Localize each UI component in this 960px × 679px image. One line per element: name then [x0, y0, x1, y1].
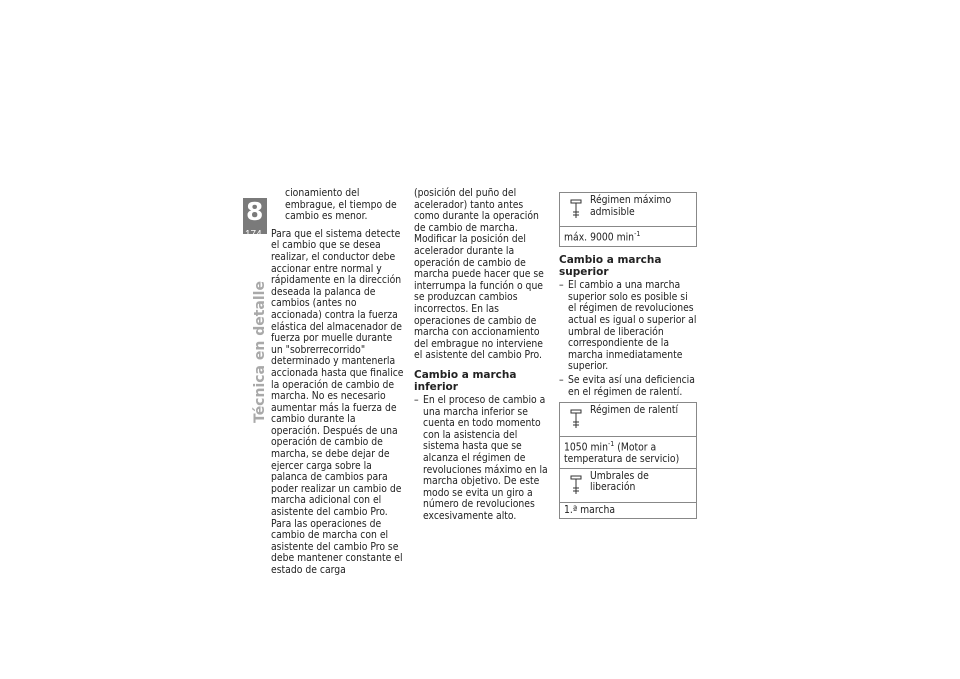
spec-box	[559, 469, 697, 520]
list-item: – El cambio a una marcha superior solo es posible si el régimen de revoluciones actual es igual o superior al umbral de liberación correspondiente de la marcha inmediatamente superior.	[559, 280, 697, 373]
column-1	[271, 188, 405, 583]
unit-exponent: -1	[607, 440, 615, 449]
spec-value: 1050 min	[564, 441, 608, 454]
paragraph: Para que el sistema detecte el cambio que se desea realizar, el conductor debe accionar entre normal y rápidamente en la dirección deseada la palanca de cambios (antes no accionada) contra la fuerza elástica del almacenador de fuerza por muelle durante un "sobrerrecorrido" determinado y mantenerla accionada hasta que finalice la operación de cambio de marcha. No es necesario aumentar más la fuerza de cambio durante la operación. Después de una operación de cambio de marcha, se debe dejar de ejercer carga sobre la palanca de cambios para poder realizar un cambio de marcha adicional con el asistente del cambio Pro. Para las operaciones de cambio de marcha con el asistente del cambio Pro se debe mantener constante el estado de carga	[271, 227, 404, 576]
column-3	[559, 188, 697, 519]
list-item: – En el proceso de cambio a una marcha inferior se cuenta en todo momento con la asistencia del sistema hasta que se alcanza el régimen de revoluciones máximo en la marcha objetivo. De este modo se evita un giro a número de revoluciones excesivamente alto.	[414, 395, 551, 523]
spec-label: Umbrales de liberación	[590, 469, 649, 494]
paragraph: (posición del puño del acelerador) tanto antes como durante la operación de cambio de marcha. Modificar la posición del acelerador durante la operación de cambio de marcha puede hacer que se interrumpa la función o que se produzcan cambios incorrectos. En las operaciones de cambio de marcha con accionamiento del embrague no interviene el asistente del cambio Pro.	[414, 187, 544, 362]
spec-value: 1.ª marcha	[564, 503, 616, 516]
list-item: – Se evita así una deficiencia en el régimen de ralentí.	[559, 375, 697, 398]
spec-value-note: (Motor a temperatura de servicio)	[564, 441, 680, 466]
spec-label: Régimen máximo admisible	[590, 194, 672, 218]
spec-label: Régimen de ralentí	[590, 404, 679, 417]
bullet-list	[414, 395, 551, 523]
unit-exponent: -1	[634, 230, 641, 238]
spec-box	[559, 192, 697, 247]
tachometer-icon	[570, 475, 584, 495]
chapter-title: Técnica en detalle	[252, 281, 268, 423]
section-heading: Cambio a marcha superior	[559, 254, 662, 278]
bullet-list	[559, 280, 697, 398]
paragraph: cionamiento del embrague, el tiempo de cambio es menor.	[285, 187, 397, 223]
page-number: 174	[245, 229, 262, 240]
tachometer-icon	[570, 409, 584, 429]
spec-box	[559, 402, 697, 469]
chapter-number: 8	[246, 197, 264, 226]
spec-value: máx. 9000 min	[564, 231, 635, 244]
tachometer-icon	[570, 199, 584, 219]
chapter-title-vertical	[252, 263, 266, 423]
column-2	[414, 188, 551, 525]
section-heading: Cambio a marcha inferior	[414, 368, 517, 393]
